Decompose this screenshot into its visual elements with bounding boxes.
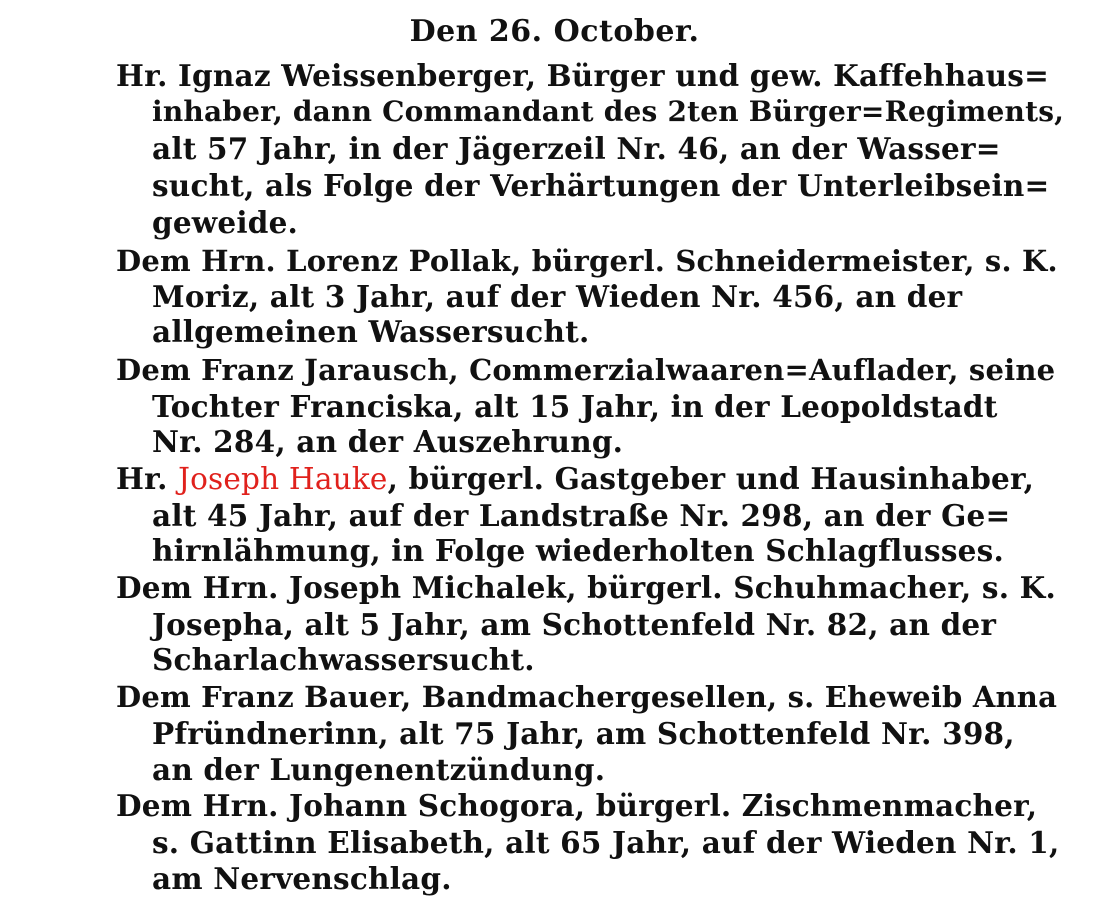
entry-1-line-4: sucht, als Folge der Verhärtungen der Unterleibsein= xyxy=(152,168,1050,203)
entry-5-line-2: Josepha, alt 5 Jahr, am Schottenfeld Nr. 82, an der xyxy=(152,607,997,642)
entry-4-prefix: Hr. xyxy=(116,461,179,496)
entry-1-line-2: inhaber, dann Commandant des 2ten Bürger=Regiments, xyxy=(152,95,1065,128)
entry-7-line-1: Dem Hrn. Johann Schogora, bürgerl. Zischmenmacher, xyxy=(116,788,1038,823)
entry-4-line-1 xyxy=(116,461,1034,497)
entry-7-line-3: am Nervenschlag. xyxy=(152,861,452,896)
entry-2-line-1: Dem Hrn. Lorenz Pollak, bürgerl. Schneidermeister, s. K. xyxy=(116,244,1058,278)
entry-5-line-1: Dem Hrn. Joseph Michalek, bürgerl. Schuhmacher, s. K. xyxy=(116,570,1056,605)
entry-3-line-1: Dem Franz Jarausch, Commerzialwaaren=Auflader, seine xyxy=(116,353,1056,387)
entry-1-line-5: geweide. xyxy=(152,205,299,240)
entry-3-line-3: Nr. 284, an der Auszehrung. xyxy=(152,424,624,459)
entry-6-line-1: Dem Franz Bauer, Bandmachergesellen, s. Eheweib Anna xyxy=(116,680,1058,714)
entry-2-line-2: Moriz, alt 3 Jahr, auf der Wieden Nr. 456, an der xyxy=(152,279,963,314)
highlighted-name: Joseph Hauke xyxy=(178,462,388,496)
date-heading: Den 26. October. xyxy=(409,14,700,49)
entry-5-line-3: Scharlachwassersucht. xyxy=(152,642,535,677)
entry-1-line-3: alt 57 Jahr, in der Jägerzeil Nr. 46, an der Wasser= xyxy=(152,131,1001,166)
entry-6-line-2: Pfründnerinn, alt 75 Jahr, am Schottenfeld Nr. 398, xyxy=(152,716,1015,751)
entry-2-line-3: allgemeinen Wassersucht. xyxy=(152,314,590,349)
entry-6-line-3: an der Lungenentzündung. xyxy=(152,752,606,787)
entry-4-line-2: alt 45 Jahr, auf der Landstraße Nr. 298, an der Ge= xyxy=(152,498,1011,533)
entry-4-suffix: , bürgerl. Gastgeber und Hausinhaber, xyxy=(387,461,1035,496)
entry-1-line-1: Hr. Ignaz Weissenberger, Bürger und gew. Kaffehhaus= xyxy=(116,58,1050,93)
entry-7-line-2: s. Gattinn Elisabeth, alt 65 Jahr, auf der Wieden Nr. 1, xyxy=(152,825,1060,860)
entry-4-line-3: hirnlähmung, in Folge wiederholten Schlagflusses. xyxy=(152,533,1004,568)
entry-3-line-2: Tochter Franciska, alt 15 Jahr, in der Leopoldstadt xyxy=(152,389,998,424)
